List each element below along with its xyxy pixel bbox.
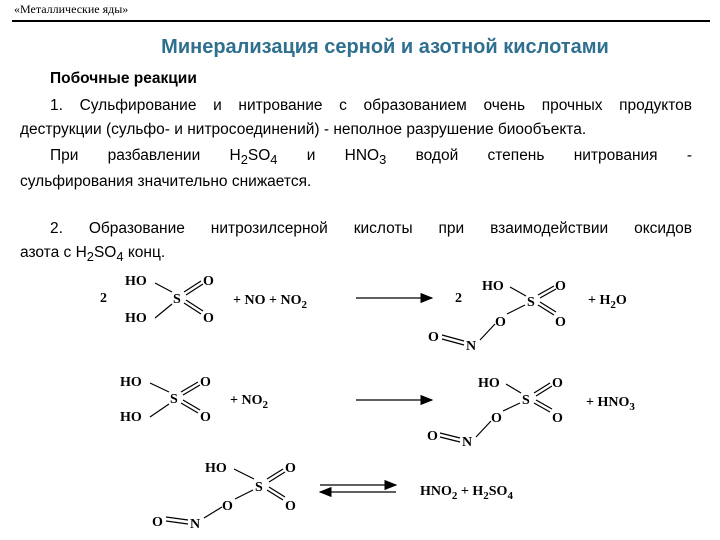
oxygen-label: O	[200, 375, 211, 390]
hydroxyl-label: HO	[482, 279, 504, 294]
bridge-oxygen-label: O	[495, 315, 506, 330]
hydroxyl-label: HO	[205, 461, 227, 476]
reaction-3-products: $HNO_2 + H_2SO_4$	[420, 484, 513, 502]
bridge-oxygen-label: O	[222, 499, 233, 514]
paragraph-2-line-2: сульфирования значительно снижается.	[20, 173, 312, 190]
reaction-2-byproduct: + $HNO_3$	[586, 395, 635, 413]
oxygen-label: O	[552, 411, 563, 426]
hydroxyl-label: HO	[120, 410, 142, 425]
reaction-1-reactant	[100, 274, 214, 326]
oxygen-label: O	[552, 376, 563, 391]
paragraph-3-line-2: азота с $H_2SO_4$ конц.	[20, 244, 166, 265]
reaction-1-reagents: + NO + $NO_2$	[233, 293, 307, 311]
reaction-1-product	[428, 279, 566, 354]
sulfur-atom: S	[255, 480, 263, 495]
oxygen-label: O	[427, 429, 438, 444]
oxygen-label: O	[285, 499, 296, 514]
subheading: Побочные реакции	[50, 70, 197, 87]
reaction-2-reactant	[120, 375, 211, 425]
sulfur-atom: S	[527, 295, 535, 310]
hydroxyl-label: HO	[125, 311, 147, 326]
oxygen-label: O	[203, 274, 214, 289]
sulfur-atom: S	[522, 393, 530, 408]
oxygen-label: O	[200, 410, 211, 425]
paragraph-2-line-1: При разбавлении $H_2SO_4$ и $HNO_3$ водой степень нитрования -	[50, 147, 692, 168]
bridge-oxygen-label: O	[491, 411, 502, 426]
reaction-2-reagents: + $NO_2$	[230, 393, 268, 411]
paragraph-3-line-1: 2. Образование нитрозилсерной кислоты при взаимодействии оксидов	[50, 220, 692, 237]
nitrogen-atom: N	[466, 339, 477, 354]
oxygen-label: O	[285, 461, 296, 476]
coefficient: 2	[455, 291, 462, 306]
paragraph-1-line-1: 1. Сульфирование и нитрование с образованием очень прочных продуктов	[50, 97, 692, 114]
coefficient: 2	[100, 291, 107, 306]
equilibrium-arrows	[320, 485, 396, 492]
paragraph-1-line-2: деструкции (сульфо- и нитросоединений) - неполное разрушение биообъекта.	[20, 121, 587, 138]
reaction-2-product	[427, 376, 563, 450]
oxygen-label: O	[555, 315, 566, 330]
hydroxyl-label: HO	[125, 274, 147, 289]
page-title: Минерализация серной и азотной кислотами	[161, 36, 609, 58]
oxygen-label: O	[152, 515, 163, 530]
nitrogen-atom: N	[190, 517, 201, 532]
hydroxyl-label: HO	[478, 376, 500, 391]
reaction-3-reactant	[152, 461, 296, 532]
sulfur-atom: S	[170, 392, 178, 407]
oxygen-label: O	[428, 330, 439, 345]
nitrogen-atom: N	[462, 435, 473, 450]
oxygen-label: O	[203, 311, 214, 326]
oxygen-label: O	[555, 279, 566, 294]
reaction-1-byproduct: + $H_2O$	[588, 293, 627, 311]
header-label: «Металлические яды»	[14, 2, 129, 16]
hydroxyl-label: HO	[120, 375, 142, 390]
sulfur-atom: S	[173, 292, 181, 307]
